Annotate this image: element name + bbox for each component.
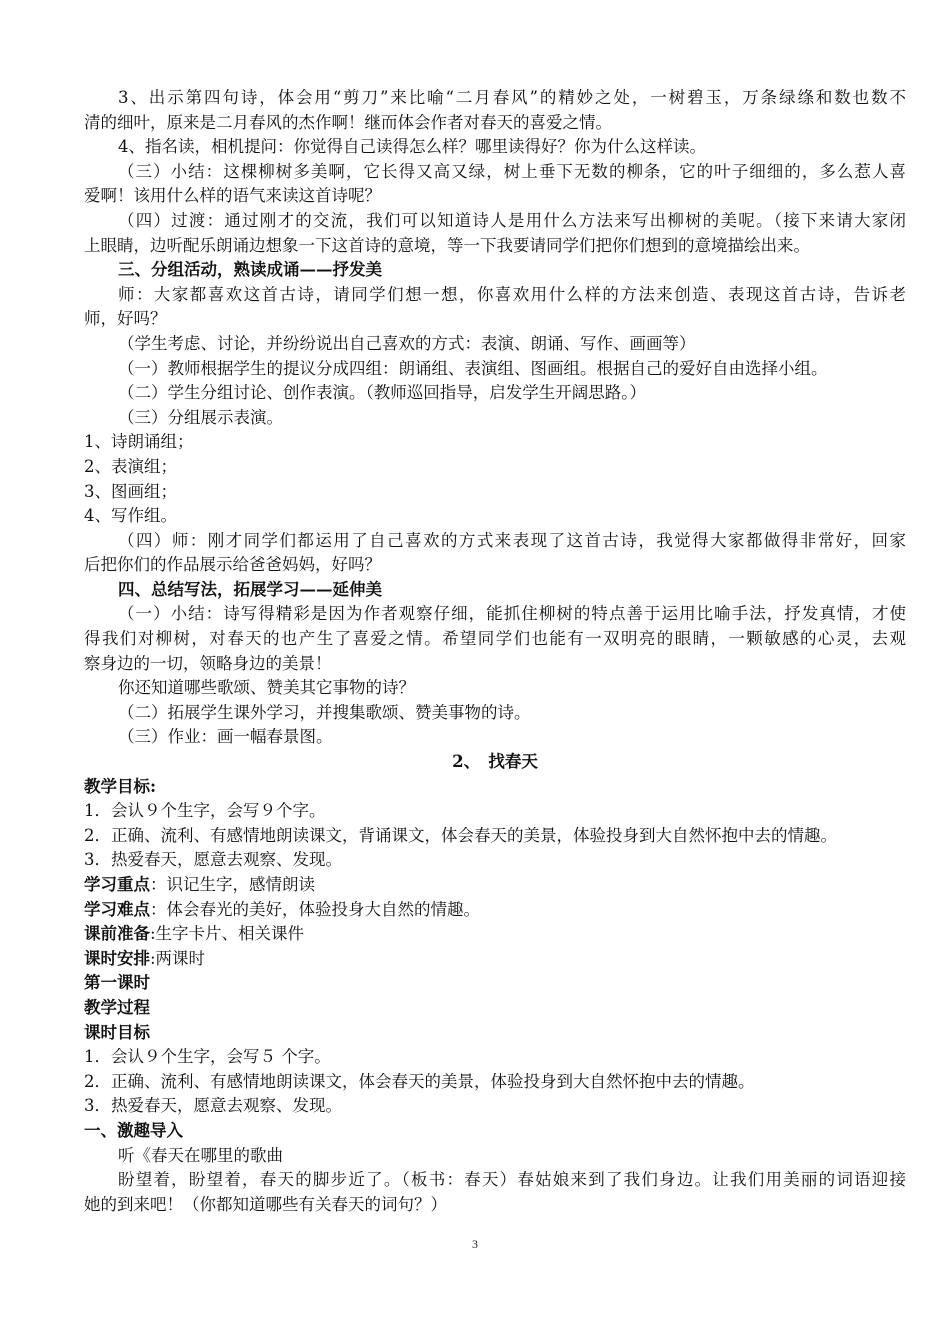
document-body [84,86,906,1217]
text-line [84,1193,906,1218]
text-line [84,898,906,923]
line-text: 3．热爱春天，愿意去观察、发现。 [84,850,342,870]
line-text: 1．会认９个生字，会写９个字。 [84,801,326,821]
line-text: 4、指名读，相机提问：你觉得自己读得怎么样？哪里读得好？你为什么这样读。 [118,137,706,157]
text-line [84,1070,906,1095]
line-text: 3．热爱春天，愿意去观察、发现。 [84,1096,342,1116]
text-line [84,701,906,726]
text-line [84,209,906,234]
line-text: 爱啊！该用什么样的语气来读这首诗呢？ [84,186,381,206]
text-line [84,283,906,308]
text-line [84,996,906,1021]
text-line [84,799,906,824]
page-number: 3 [472,1237,478,1251]
line-text: 2．正确、流利、有感情地朗读课文，体会春天的美景，体验投身到大自然怀抱中去的情趣。 [84,1071,755,1091]
line-text: （学生考虑、讨论，并纷纷说出自己喜欢的方式：表演、朗诵、写作、画画等） [118,333,696,353]
line-label: 课时安排 [84,948,150,968]
text-line [84,357,906,382]
text-line [84,430,906,455]
text-line [84,1021,906,1046]
text-line [84,1045,906,1070]
text-line [84,135,906,160]
line-label: 学习重点 [84,875,150,894]
text-line [84,480,906,505]
text-line [84,602,906,627]
line-text: 2、表演组； [84,456,177,476]
line-text: :生字卡片、相关课件 [150,924,305,944]
line-text: （三）小结：这棵柳树多美啊，它长得又高又绿，树上垂下无数的柳条，它的叶子细细的，多么惹人喜 [118,161,906,181]
line-text: 察身边的一切，领略身边的美景！ [84,653,332,673]
text-line [84,848,906,873]
text-line [84,1144,906,1169]
line-label: 课前准备 [84,924,150,944]
line-text: 3、出示第四句诗，体会用“剪刀”来比喻“二月春风”的精妙之处，一树碧玉，万条绿绦和数也数不 [118,88,906,107]
text-line [84,455,906,480]
text-line [84,553,906,578]
text-line [84,1094,906,1119]
line-text: 教学目标: [84,776,157,796]
text-line [84,184,906,209]
line-text: 4、写作组。 [84,506,177,526]
text-line [84,676,906,701]
text-line [84,1119,906,1144]
text-line [84,824,906,849]
text-line [84,529,906,554]
line-text: 听《春天在哪里的歌曲 [118,1145,283,1165]
line-text: 师：大家都喜欢这首古诗，请同学们想一想，你喜欢用什么样的方法来创造、表现这首古诗，告诉老 [118,284,906,304]
text-line [84,160,906,185]
line-text: 得我们对柳树，对春天的也产生了喜爱之情。希望同学们也能有一双明亮的眼睛，一颗敏感的心灵，去观 [84,629,906,649]
text-line [84,971,906,996]
line-text: 清的细叶，原来是二月春风的杰作啊！继而体会作者对春天的喜爱之情。 [84,112,612,132]
line-text: 你还知道哪些歌颂、赞美其它事物的诗？ [118,678,415,698]
line-text: 1、诗朗诵组； [84,432,194,452]
line-text: 师，好吗？ [84,309,167,329]
line-text: ：识记生字，感情朗读 [150,875,315,894]
text-line [84,258,906,283]
line-text: 后把你们的作品展示给爸爸妈妈，好吗？ [84,555,381,575]
line-text: 一、激趣导入 [84,1120,183,1140]
text-line [84,578,906,603]
line-text: 她的到来吧！（你都知道哪些有关春天的词句？） [84,1194,447,1214]
line-text: 2．正确、流利、有感情地朗读课文，背诵课文，体会春天的美景，体验投身到大自然怀抱中去的情趣。 [84,825,837,845]
text-line [84,922,906,947]
text-line [84,381,906,406]
text-line [84,332,906,357]
text-line [84,307,906,332]
line-text: 三、分组活动，熟读成诵——抒发美 [118,260,382,280]
line-text: ：体会春光的美好，体验投身大自然的情趣。 [150,899,480,919]
line-text: （四）师：刚才同学们都运用了自己喜欢的方式来表现了这首古诗，我觉得大家都做得非常好，回家 [118,530,906,550]
text-line [84,111,906,136]
text-line [84,627,906,652]
line-text: （三）分组展示表演。 [118,407,283,427]
line-text: （二）拓展学生课外学习，并搜集歌颂、赞美事物的诗。 [118,702,531,722]
text-line [84,86,906,111]
text-line [84,234,906,259]
line-text: （一）小结：诗写得精彩是因为作者观察仔细，能抓住柳树的特点善于运用比喻手法，抒发真情，才使 [118,604,906,624]
line-text: （三）作业：画一幅春景图。 [118,727,333,747]
line-text: （二）学生分组讨论、创作表演。（教师巡回指导，启发学生开阔思路。） [118,383,646,403]
line-text: 盼望着，盼望着，春天的脚步近了。（板书：春天）春姑娘来到了我们身边。让我们用美丽的词语迎接 [118,1170,906,1190]
line-text: 四、总结写法，拓展学习——延伸美 [118,579,382,599]
line-text: （一）教师根据学生的提议分成四组：朗诵组、表演组、图画组。根据自己的爱好自由选择小组。 [118,358,828,378]
line-text: （四）过渡：通过刚才的交流，我们可以知道诗人是用什么方法来写出柳树的美呢。（接下来请大家闭 [118,210,906,230]
text-line [84,775,906,800]
line-text: 2、 找春天 [452,752,538,772]
text-line [84,947,906,972]
text-line [84,750,906,775]
text-line [84,873,906,898]
line-text: 1．会认９个生字，会写５ 个字。 [84,1047,331,1067]
text-line [84,652,906,677]
line-text: 教学过程 [84,997,150,1017]
line-label: 学习难点 [84,899,150,919]
text-line [84,725,906,750]
line-text: 3、图画组； [84,481,177,501]
text-line [84,1168,906,1193]
text-line [84,504,906,529]
line-text: 课时目标 [84,1022,150,1042]
line-text: 第一课时 [84,973,150,993]
line-text: :两课时 [150,948,206,968]
text-line [84,406,906,431]
line-text: 上眼睛，边听配乐朗诵边想象一下这首诗的意境，等一下我要请同学们把你们想到的意境描绘出来。 [84,235,810,255]
